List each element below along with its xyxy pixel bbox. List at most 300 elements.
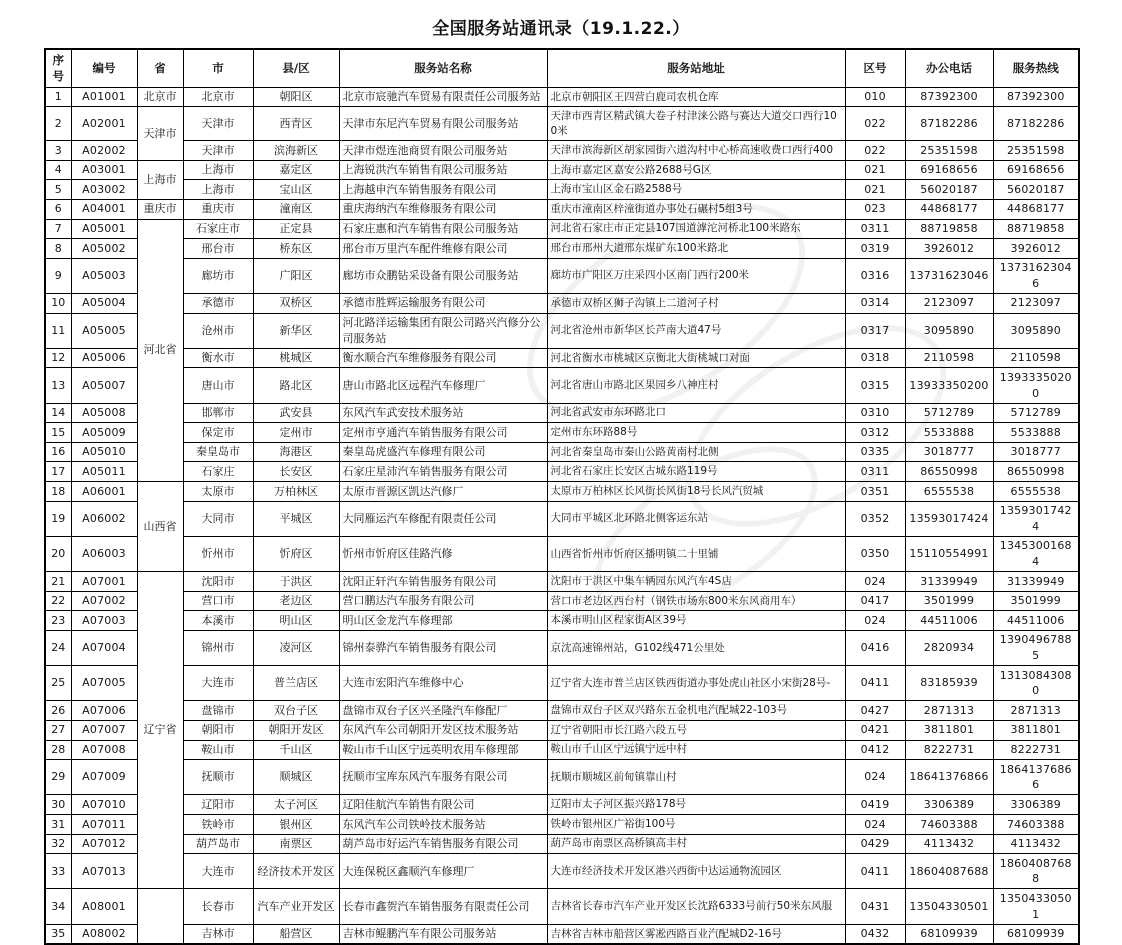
cell-city: 廊坊市 — [183, 258, 253, 293]
cell-area-code: 024 — [845, 815, 905, 835]
cell-area-code: 0432 — [845, 924, 905, 944]
header-city: 市 — [183, 49, 253, 87]
cell-hotline: 3095890 — [993, 313, 1079, 348]
cell-name: 葫芦岛市好运汽车销售服务有限公司 — [339, 834, 547, 854]
cell-hotline: 25351598 — [993, 141, 1079, 161]
cell-address: 山西省忻州市忻府区播明镇二十里铺 — [547, 536, 845, 571]
table-row — [45, 423, 1079, 443]
directory-table — [44, 48, 1080, 945]
cell-hotline: 2123097 — [993, 293, 1079, 313]
cell-city: 石家庄市 — [183, 219, 253, 239]
cell-city: 大连市 — [183, 854, 253, 889]
cell-hotline: 2110598 — [993, 348, 1079, 368]
cell-district: 嘉定区 — [253, 160, 339, 180]
cell-city: 抚顺市 — [183, 760, 253, 795]
cell-district: 路北区 — [253, 368, 339, 403]
cell-name: 抚顺市宝库东风汽车服务有限公司 — [339, 760, 547, 795]
cell-name: 定州市亨通汽车销售服务有限公司 — [339, 423, 547, 443]
cell-no: 23 — [45, 611, 71, 631]
cell-city: 沈阳市 — [183, 572, 253, 592]
cell-area-code: 0335 — [845, 442, 905, 462]
cell-code: A05002 — [71, 239, 137, 259]
cell-name: 营口鹏达汽车服务有限公司 — [339, 591, 547, 611]
cell-hotline: 13504330501 — [993, 889, 1079, 924]
cell-office-phone: 87182286 — [905, 107, 993, 141]
cell-district: 宝山区 — [253, 180, 339, 200]
cell-office-phone: 8222731 — [905, 740, 993, 760]
cell-address: 定州市东环路88号 — [547, 423, 845, 443]
table-row — [45, 740, 1079, 760]
cell-code: A07010 — [71, 795, 137, 815]
cell-code: A07011 — [71, 815, 137, 835]
cell-no: 16 — [45, 442, 71, 462]
cell-office-phone: 74603388 — [905, 815, 993, 835]
cell-code: A05007 — [71, 368, 137, 403]
cell-district: 太子河区 — [253, 795, 339, 815]
cell-name: 廊坊市众鹏钻采设备有限公司服务站 — [339, 258, 547, 293]
cell-area-code: 0351 — [845, 482, 905, 502]
cell-area-code: 022 — [845, 107, 905, 141]
cell-area-code: 0311 — [845, 462, 905, 482]
cell-code: A07005 — [71, 666, 137, 701]
cell-address: 辽宁省朝阳市长江路六段五号 — [547, 720, 845, 740]
cell-area-code: 0419 — [845, 795, 905, 815]
cell-code: A07004 — [71, 630, 137, 665]
table-row — [45, 141, 1079, 161]
cell-address: 河北省秦皇岛市秦山公路黄南村北侧 — [547, 442, 845, 462]
cell-code: A07002 — [71, 591, 137, 611]
cell-city: 铁岭市 — [183, 815, 253, 835]
cell-hotline: 2871313 — [993, 701, 1079, 721]
cell-hotline: 8222731 — [993, 740, 1079, 760]
cell-province: 重庆市 — [137, 199, 183, 219]
cell-district: 于洪区 — [253, 572, 339, 592]
cell-district: 南票区 — [253, 834, 339, 854]
page-title: 全国服务站通讯录（19.1.22.） — [432, 19, 690, 39]
cell-city: 沧州市 — [183, 313, 253, 348]
table-row — [45, 924, 1079, 944]
cell-district: 朝阳区 — [253, 87, 339, 107]
cell-code: A02002 — [71, 141, 137, 161]
header-address: 服务站地址 — [547, 49, 845, 87]
table-row — [45, 611, 1079, 631]
cell-district: 老边区 — [253, 591, 339, 611]
cell-name: 东风汽车武安技术服务站 — [339, 403, 547, 423]
cell-office-phone: 25351598 — [905, 141, 993, 161]
cell-city: 辽阳市 — [183, 795, 253, 815]
header-district: 县/区 — [253, 49, 339, 87]
cell-no: 19 — [45, 501, 71, 536]
cell-office-phone: 18604087688 — [905, 854, 993, 889]
cell-address: 抚顺市顺城区前甸镇靠山村 — [547, 760, 845, 795]
cell-city: 大连市 — [183, 666, 253, 701]
cell-hotline: 6555538 — [993, 482, 1079, 502]
cell-name: 大同雁运汽车修配有限责任公司 — [339, 501, 547, 536]
cell-name: 北京市宸驰汽车贸易有限责任公司服务站 — [339, 87, 547, 107]
cell-city: 天津市 — [183, 141, 253, 161]
cell-name: 秦皇岛虎盛汽车修理有限公司 — [339, 442, 547, 462]
cell-code: A07009 — [71, 760, 137, 795]
cell-city: 营口市 — [183, 591, 253, 611]
cell-hotline: 86550998 — [993, 462, 1079, 482]
cell-no: 22 — [45, 591, 71, 611]
cell-district: 桃城区 — [253, 348, 339, 368]
cell-address: 京沈高速锦州站，G102线471公里处 — [547, 630, 845, 665]
cell-district: 顺城区 — [253, 760, 339, 795]
cell-city: 太原市 — [183, 482, 253, 502]
cell-area-code: 0412 — [845, 740, 905, 760]
cell-code: A05009 — [71, 423, 137, 443]
cell-area-code: 022 — [845, 141, 905, 161]
table-row — [45, 815, 1079, 835]
cell-name: 忻州市忻府区佳路汽修 — [339, 536, 547, 571]
cell-hotline: 13593017424 — [993, 501, 1079, 536]
cell-district: 潼南区 — [253, 199, 339, 219]
cell-no: 31 — [45, 815, 71, 835]
cell-hotline: 3306389 — [993, 795, 1079, 815]
cell-city: 北京市 — [183, 87, 253, 107]
cell-city: 保定市 — [183, 423, 253, 443]
cell-no: 12 — [45, 348, 71, 368]
cell-address: 上海市嘉定区嘉安公路2688号G区 — [547, 160, 845, 180]
cell-address: 天津市滨海新区胡家园街六道沟村中心桥高速收费口西行400 — [547, 141, 845, 161]
cell-hotline: 4113432 — [993, 834, 1079, 854]
table-row — [45, 258, 1079, 293]
table-row — [45, 701, 1079, 721]
cell-office-phone: 3306389 — [905, 795, 993, 815]
table-row — [45, 442, 1079, 462]
cell-office-phone: 13504330501 — [905, 889, 993, 924]
cell-no: 8 — [45, 239, 71, 259]
cell-no: 2 — [45, 107, 71, 141]
cell-office-phone: 3926012 — [905, 239, 993, 259]
cell-address: 河北省石家庄长安区古城东路119号 — [547, 462, 845, 482]
cell-no: 28 — [45, 740, 71, 760]
cell-hotline: 18641376866 — [993, 760, 1079, 795]
cell-code: A02001 — [71, 107, 137, 141]
cell-district: 正定县 — [253, 219, 339, 239]
cell-province: 上海市 — [137, 160, 183, 199]
table-row — [45, 630, 1079, 665]
cell-name: 明山区金龙汽车修理部 — [339, 611, 547, 631]
cell-code: A06003 — [71, 536, 137, 571]
cell-name: 东风汽车公司铁岭技术服务站 — [339, 815, 547, 835]
cell-city: 承德市 — [183, 293, 253, 313]
cell-name: 承德市胜辉运输服务有限公司 — [339, 293, 547, 313]
cell-district: 朝阳开发区 — [253, 720, 339, 740]
cell-address: 营口市老边区西台村（钢铁市场东800米东风商用车） — [547, 591, 845, 611]
cell-code: A07007 — [71, 720, 137, 740]
cell-office-phone: 3018777 — [905, 442, 993, 462]
cell-address: 辽宁省大连市普兰店区铁西街道办事处虎山社区小宋街28号- — [547, 666, 845, 701]
cell-name: 石家庄星沛汽车销售服务有限公司 — [339, 462, 547, 482]
cell-no: 33 — [45, 854, 71, 889]
cell-hotline: 18604087688 — [993, 854, 1079, 889]
header-no: 序号 — [45, 49, 71, 87]
header-code: 编号 — [71, 49, 137, 87]
cell-address: 重庆市潼南区梓潼街道办事处石碾村5组3号 — [547, 199, 845, 219]
cell-address: 北京市朝阳区王四营白鹿司农机仓库 — [547, 87, 845, 107]
cell-hotline: 44868177 — [993, 199, 1079, 219]
cell-address: 廊坊市广阳区万庄采四小区南门西行200米 — [547, 258, 845, 293]
cell-district: 武安县 — [253, 403, 339, 423]
cell-area-code: 0310 — [845, 403, 905, 423]
table-row — [45, 107, 1079, 141]
cell-office-phone: 86550998 — [905, 462, 993, 482]
cell-office-phone: 31339949 — [905, 572, 993, 592]
cell-province: 辽宁省 — [137, 572, 183, 889]
cell-province: 山西省 — [137, 482, 183, 572]
cell-code: A05008 — [71, 403, 137, 423]
cell-office-phone: 18641376866 — [905, 760, 993, 795]
cell-code: A05003 — [71, 258, 137, 293]
cell-no: 4 — [45, 160, 71, 180]
cell-hotline: 31339949 — [993, 572, 1079, 592]
cell-code: A07012 — [71, 834, 137, 854]
cell-area-code: 021 — [845, 180, 905, 200]
cell-no: 24 — [45, 630, 71, 665]
cell-office-phone: 15110554991 — [905, 536, 993, 571]
cell-hotline: 3501999 — [993, 591, 1079, 611]
cell-address: 辽阳市太子河区振兴路178号 — [547, 795, 845, 815]
cell-address: 大同市平城区北环路北侧客运东站 — [547, 501, 845, 536]
cell-office-phone: 2123097 — [905, 293, 993, 313]
cell-office-phone: 4113432 — [905, 834, 993, 854]
cell-city: 石家庄 — [183, 462, 253, 482]
cell-code: A05001 — [71, 219, 137, 239]
cell-code: A07001 — [71, 572, 137, 592]
cell-office-phone: 5712789 — [905, 403, 993, 423]
cell-address: 鞍山市千山区宁远镇宁远中村 — [547, 740, 845, 760]
cell-district: 万柏林区 — [253, 482, 339, 502]
cell-no: 20 — [45, 536, 71, 571]
cell-name: 邢台市万里汽车配件维修有限公司 — [339, 239, 547, 259]
cell-hotline: 3926012 — [993, 239, 1079, 259]
table-row — [45, 180, 1079, 200]
cell-no: 27 — [45, 720, 71, 740]
cell-province — [137, 889, 183, 944]
cell-area-code: 0421 — [845, 720, 905, 740]
cell-city: 鞍山市 — [183, 740, 253, 760]
cell-office-phone: 83185939 — [905, 666, 993, 701]
cell-office-phone: 13933350200 — [905, 368, 993, 403]
cell-city: 上海市 — [183, 180, 253, 200]
cell-hotline: 69168656 — [993, 160, 1079, 180]
cell-city: 衡水市 — [183, 348, 253, 368]
table-row — [45, 795, 1079, 815]
cell-district: 双台子区 — [253, 701, 339, 721]
cell-office-phone: 13731623046 — [905, 258, 993, 293]
cell-city: 秦皇岛市 — [183, 442, 253, 462]
cell-office-phone: 3811801 — [905, 720, 993, 740]
cell-city: 上海市 — [183, 160, 253, 180]
header-area-code: 区号 — [845, 49, 905, 87]
table-body — [45, 87, 1079, 944]
header-province: 省 — [137, 49, 183, 87]
cell-name: 太原市晋源区凯达汽修厂 — [339, 482, 547, 502]
cell-name: 上海锐洪汽车销售有限公司服务站 — [339, 160, 547, 180]
cell-code: A05004 — [71, 293, 137, 313]
cell-city: 本溪市 — [183, 611, 253, 631]
table-row — [45, 368, 1079, 403]
cell-address: 铁岭市银州区广裕街100号 — [547, 815, 845, 835]
cell-city: 忻州市 — [183, 536, 253, 571]
cell-name: 唐山市路北区远程汽车修理厂 — [339, 368, 547, 403]
cell-area-code: 0316 — [845, 258, 905, 293]
cell-office-phone: 2110598 — [905, 348, 993, 368]
cell-area-code: 0318 — [845, 348, 905, 368]
table-row — [45, 482, 1079, 502]
cell-no: 32 — [45, 834, 71, 854]
cell-name: 河北路洋运输集团有限公司路兴汽修分公司服务站 — [339, 313, 547, 348]
cell-code: A08002 — [71, 924, 137, 944]
cell-hotline: 13904967885 — [993, 630, 1079, 665]
cell-area-code: 023 — [845, 199, 905, 219]
cell-address: 上海市宝山区金石路2588号 — [547, 180, 845, 200]
cell-city: 吉林市 — [183, 924, 253, 944]
cell-no: 1 — [45, 87, 71, 107]
cell-city: 盘锦市 — [183, 701, 253, 721]
table-header — [45, 49, 1079, 87]
cell-no: 25 — [45, 666, 71, 701]
cell-name: 锦州泰骅汽车销售服务有限公司 — [339, 630, 547, 665]
cell-area-code: 0429 — [845, 834, 905, 854]
cell-name: 衡水顺合汽车维修服务有限公司 — [339, 348, 547, 368]
cell-code: A04001 — [71, 199, 137, 219]
cell-area-code: 010 — [845, 87, 905, 107]
table-row — [45, 536, 1079, 571]
cell-no: 5 — [45, 180, 71, 200]
cell-no: 30 — [45, 795, 71, 815]
cell-address: 河北省石家庄市正定县107国道滹沱河桥北100米路东 — [547, 219, 845, 239]
cell-name: 天津市煜连池商贸有限公司服务站 — [339, 141, 547, 161]
cell-no: 13 — [45, 368, 71, 403]
cell-address: 沈阳市于洪区中集车辆园东风汽车4S店 — [547, 572, 845, 592]
cell-hotline: 13731623046 — [993, 258, 1079, 293]
cell-city: 天津市 — [183, 107, 253, 141]
cell-name: 东风汽车公司朝阳开发区技术服务站 — [339, 720, 547, 740]
cell-name: 辽阳佳航汽车销售有限公司 — [339, 795, 547, 815]
cell-hotline: 88719858 — [993, 219, 1079, 239]
cell-code: A05006 — [71, 348, 137, 368]
cell-area-code: 0352 — [845, 501, 905, 536]
cell-office-phone: 2871313 — [905, 701, 993, 721]
cell-address: 吉林省长春市汽车产业开发区长沈路6333号前行50米东风服 — [547, 889, 845, 924]
cell-hotline: 5712789 — [993, 403, 1079, 423]
cell-office-phone: 3095890 — [905, 313, 993, 348]
table-row — [45, 572, 1079, 592]
cell-area-code: 0319 — [845, 239, 905, 259]
cell-no: 26 — [45, 701, 71, 721]
cell-code: A07003 — [71, 611, 137, 631]
cell-hotline: 13933350200 — [993, 368, 1079, 403]
table-row — [45, 87, 1079, 107]
cell-office-phone: 13593017424 — [905, 501, 993, 536]
cell-office-phone: 3501999 — [905, 591, 993, 611]
cell-no: 18 — [45, 482, 71, 502]
cell-city: 葫芦岛市 — [183, 834, 253, 854]
table-row — [45, 591, 1079, 611]
cell-address: 吉林省吉林市船营区雾凇西路百业汽配城D2-16号 — [547, 924, 845, 944]
cell-area-code: 0314 — [845, 293, 905, 313]
cell-district: 汽车产业开发区 — [253, 889, 339, 924]
cell-area-code: 0350 — [845, 536, 905, 571]
cell-district: 经济技术开发区 — [253, 854, 339, 889]
cell-hotline: 5533888 — [993, 423, 1079, 443]
cell-office-phone: 2820934 — [905, 630, 993, 665]
header-office-phone: 办公电话 — [905, 49, 993, 87]
cell-area-code: 0312 — [845, 423, 905, 443]
cell-district: 平城区 — [253, 501, 339, 536]
table-row — [45, 403, 1079, 423]
cell-city: 长春市 — [183, 889, 253, 924]
table-row — [45, 219, 1079, 239]
cell-office-phone: 87392300 — [905, 87, 993, 107]
cell-office-phone: 68109939 — [905, 924, 993, 944]
cell-code: A03001 — [71, 160, 137, 180]
cell-district: 滨海新区 — [253, 141, 339, 161]
cell-no: 21 — [45, 572, 71, 592]
cell-address: 太原市万柏林区长风街长风街18号长风汽贸城 — [547, 482, 845, 502]
table-row — [45, 720, 1079, 740]
cell-name: 石家庄惠和汽车销售有限公司服务站 — [339, 219, 547, 239]
table-row — [45, 854, 1079, 889]
cell-code: A05005 — [71, 313, 137, 348]
cell-address: 大连市经济技术开发区港兴西街中达运通物流园区 — [547, 854, 845, 889]
cell-no: 6 — [45, 199, 71, 219]
cell-no: 14 — [45, 403, 71, 423]
cell-code: A01001 — [71, 87, 137, 107]
cell-no: 11 — [45, 313, 71, 348]
table-row — [45, 199, 1079, 219]
cell-no: 7 — [45, 219, 71, 239]
table-row — [45, 348, 1079, 368]
header-row — [45, 49, 1079, 87]
table-row — [45, 760, 1079, 795]
cell-district: 新华区 — [253, 313, 339, 348]
cell-area-code: 0411 — [845, 666, 905, 701]
cell-name: 吉林市鲲鹏汽车有限公司服务站 — [339, 924, 547, 944]
cell-district: 海港区 — [253, 442, 339, 462]
cell-office-phone: 6555538 — [905, 482, 993, 502]
cell-city: 唐山市 — [183, 368, 253, 403]
cell-no: 10 — [45, 293, 71, 313]
cell-no: 17 — [45, 462, 71, 482]
cell-code: A05011 — [71, 462, 137, 482]
cell-name: 重庆海纳汽车维修服务有限公司 — [339, 199, 547, 219]
cell-area-code: 0431 — [845, 889, 905, 924]
cell-area-code: 0315 — [845, 368, 905, 403]
cell-city: 朝阳市 — [183, 720, 253, 740]
cell-address: 本溪市明山区程家街A区39号 — [547, 611, 845, 631]
cell-address: 河北省沧州市新华区长芦南大道47号 — [547, 313, 845, 348]
cell-address: 河北省衡水市桃城区京衡北大街桃城口对面 — [547, 348, 845, 368]
cell-no: 15 — [45, 423, 71, 443]
cell-no: 35 — [45, 924, 71, 944]
cell-city: 邢台市 — [183, 239, 253, 259]
cell-area-code: 0417 — [845, 591, 905, 611]
table-row — [45, 239, 1079, 259]
cell-address: 天津市西青区精武镇大卷子村津涞公路与赛达大道交口西行100米 — [547, 107, 845, 141]
cell-area-code: 0311 — [845, 219, 905, 239]
cell-district: 千山区 — [253, 740, 339, 760]
cell-district: 明山区 — [253, 611, 339, 631]
cell-hotline: 87182286 — [993, 107, 1079, 141]
cell-no: 3 — [45, 141, 71, 161]
cell-name: 鞍山市千山区宁远英明农用车修理部 — [339, 740, 547, 760]
cell-area-code: 024 — [845, 760, 905, 795]
cell-address: 邢台市邢州大道邢东煤矿东100米路北 — [547, 239, 845, 259]
